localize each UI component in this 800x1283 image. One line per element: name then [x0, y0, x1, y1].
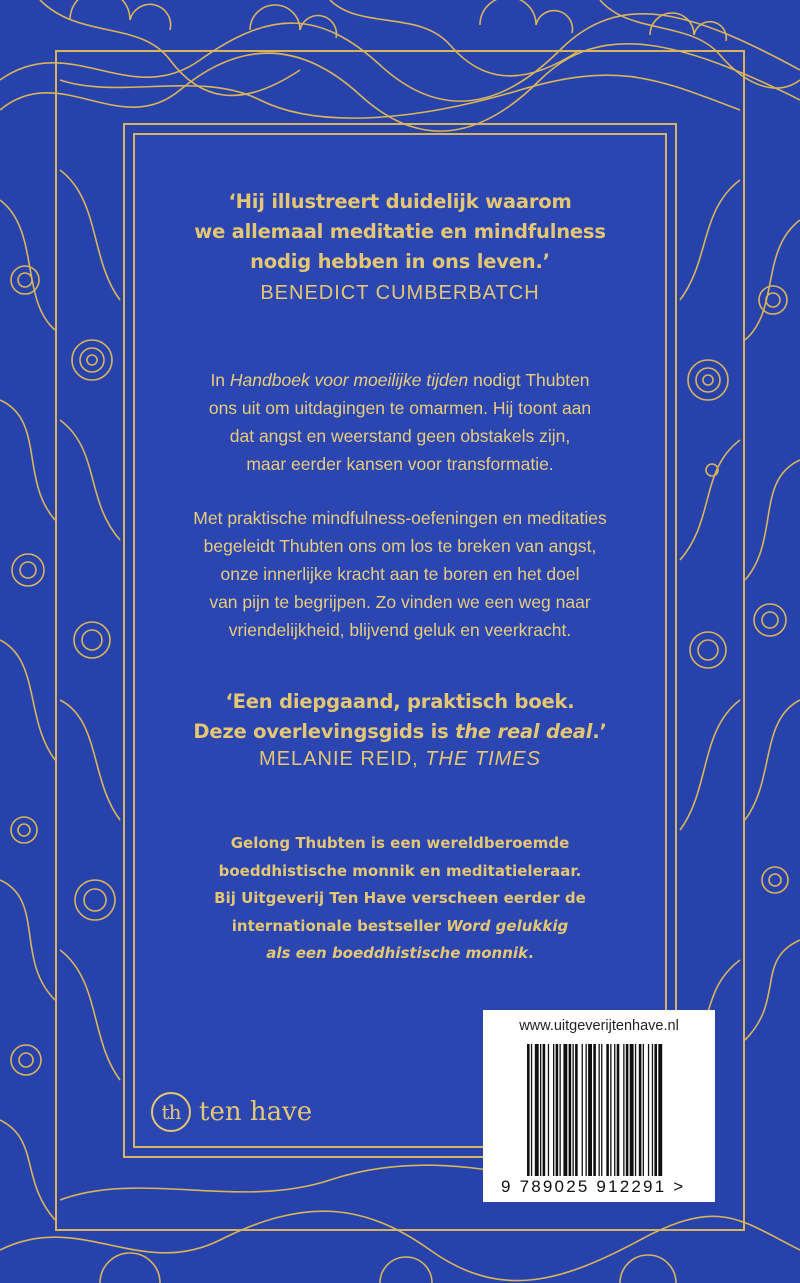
quote-attribution: BENEDICT CUMBERBATCH	[260, 282, 540, 304]
barcode-bar	[527, 1044, 530, 1176]
paragraph-line: ons uit om uitdagingen te omarmen. Hij toont aan	[208, 398, 592, 418]
text-span: internationale bestseller	[231, 916, 447, 935]
barcode-bar	[635, 1044, 636, 1176]
text-span: MELANIE REID,	[259, 748, 426, 770]
publisher-monogram: th	[151, 1092, 191, 1132]
author-bio	[133, 830, 667, 968]
description-paragraph-2	[133, 504, 667, 644]
quote-cumberbatch	[133, 187, 667, 277]
barcode-bar	[614, 1044, 615, 1176]
barcode-bar	[658, 1044, 662, 1176]
publication-name: THE TIMES	[425, 748, 541, 770]
publisher-url: www.uitgeverijtenhave.nl	[519, 1018, 679, 1034]
barcode-bar	[643, 1044, 644, 1176]
paragraph-line: begeleidt Thubten ons om los te breken van angst,	[203, 536, 597, 556]
barcode-bar	[560, 1044, 561, 1176]
barcode-bar	[606, 1044, 609, 1176]
barcode-bar	[648, 1044, 649, 1176]
description-paragraph-1	[133, 366, 667, 478]
barcode-bar	[553, 1044, 554, 1176]
paragraph-line: Met praktische mindfulness-oefeningen en meditaties	[193, 508, 607, 528]
text-span: In	[210, 370, 230, 390]
barcode-bar	[599, 1044, 600, 1176]
book-title: Word gelukkig	[446, 916, 569, 935]
barcode-bar	[654, 1044, 657, 1176]
bio-line: Bij Uitgeverij Ten Have verscheen eerder de	[214, 889, 586, 907]
paragraph-line: onze innerlijke kracht aan te boren en het doel	[220, 564, 580, 584]
text-span: nodigt Thubten	[468, 370, 590, 390]
bio-line: boeddhistische monnik en meditatieleraar.	[218, 861, 582, 880]
bio-line: Gelong Thubten is een wereldberoemde	[230, 834, 570, 852]
publisher-name: ten have	[199, 1097, 313, 1127]
quote-attribution	[133, 746, 667, 772]
bio-line	[133, 940, 667, 968]
publisher-logo	[151, 1090, 312, 1134]
barcode-bar	[601, 1044, 602, 1176]
paragraph-line: maar eerder kansen voor transformatie.	[246, 454, 554, 474]
barcode-bar	[586, 1044, 587, 1176]
barcode-bar	[623, 1044, 624, 1176]
isbn-digits: 9 789025 912291 >	[501, 1177, 686, 1196]
text-span: .	[528, 944, 534, 962]
quote-line: ‘Hij illustreert duidelijk waarom	[228, 190, 572, 213]
paragraph-line	[133, 366, 667, 394]
text-span: Deze overlevingsgids is	[193, 720, 456, 743]
barcode-bar	[593, 1044, 596, 1176]
barcode-bar	[626, 1044, 629, 1176]
barcode-bar	[588, 1044, 592, 1176]
quote-the-times	[133, 687, 667, 747]
bio-line	[133, 913, 667, 941]
barcode-bar	[556, 1044, 559, 1176]
quote-line	[133, 717, 667, 747]
barcode-bars	[527, 1044, 699, 1176]
barcode-bar	[535, 1044, 539, 1176]
barcode-bar	[563, 1044, 567, 1176]
barcode-bar	[531, 1044, 532, 1176]
book-title: Handboek voor moeilijke tijden	[229, 370, 469, 390]
barcode-bar	[569, 1044, 572, 1176]
barcode-bar	[652, 1044, 653, 1176]
quote-line: nodig hebben in ons leven.’	[250, 250, 550, 273]
barcode-bar	[543, 1044, 546, 1176]
paragraph-line: vriendelijkheid, blijvend geluk en veerkracht.	[228, 620, 572, 640]
barcode-bar	[630, 1044, 634, 1176]
quote-line: ‘Een diepgaand, praktisch boek.	[225, 690, 575, 713]
book-title: als een boeddhistische monnik	[266, 944, 528, 962]
barcode-bar	[573, 1044, 574, 1176]
paragraph-line: van pijn te begrijpen. Zo vinden we een weg naar	[209, 592, 591, 612]
barcode-bar	[548, 1044, 549, 1176]
barcode-bar	[582, 1044, 583, 1176]
barcode-bar	[617, 1044, 620, 1176]
barcode-bar	[540, 1044, 541, 1176]
emphasis-text: the real deal	[455, 720, 593, 743]
barcode-bar	[575, 1044, 578, 1176]
paragraph-line: dat angst en weerstand geen obstakels zijn,	[229, 426, 571, 446]
quote-line: we allemaal meditatie en mindfulness	[194, 220, 606, 243]
text-span: .’	[592, 720, 607, 743]
barcode-label	[483, 1010, 715, 1202]
barcode-bar	[639, 1044, 642, 1176]
barcode-bar	[610, 1044, 611, 1176]
